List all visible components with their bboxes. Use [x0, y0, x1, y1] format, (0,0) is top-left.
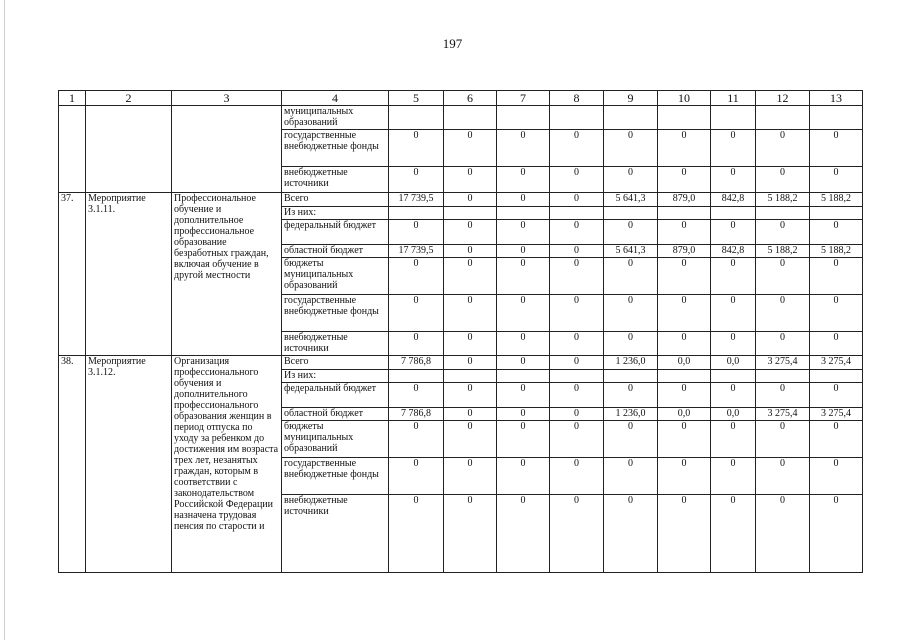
value-cell: 0	[444, 193, 497, 207]
value-cell: 0	[711, 258, 756, 295]
value-cell: 0	[810, 258, 863, 295]
number-cell	[59, 106, 86, 193]
funding-source-cell: федеральный бюджет	[282, 383, 389, 408]
funding-source-cell: государственные внебюджетные фонды	[282, 458, 389, 495]
measure-number: 38.	[59, 356, 86, 573]
value-cell: 0	[550, 220, 604, 245]
value-cell: 0	[756, 295, 810, 332]
value-cell: 0	[756, 130, 810, 167]
value-cell	[389, 207, 444, 220]
value-cell: 0	[756, 220, 810, 245]
value-cell: 0	[389, 495, 444, 573]
funding-source-cell: Всего	[282, 193, 389, 207]
value-cell: 0	[550, 130, 604, 167]
value-cell: 0	[604, 421, 658, 458]
value-cell: 0	[444, 458, 497, 495]
header-cell: 2	[86, 91, 172, 106]
table-row	[59, 356, 863, 370]
value-cell: 0	[389, 258, 444, 295]
funding-source-cell: Из них:	[282, 207, 389, 220]
value-cell: 0	[604, 458, 658, 495]
value-cell	[550, 370, 604, 383]
value-cell: 0	[658, 495, 711, 573]
value-cell: 0	[810, 383, 863, 408]
value-cell: 0	[810, 421, 863, 458]
measure-number: 37.	[59, 193, 86, 356]
value-cell: 0	[658, 421, 711, 458]
value-cell	[497, 207, 550, 220]
value-cell	[711, 106, 756, 130]
value-cell: 0	[604, 130, 658, 167]
measure-description: Организация профессионального обучения и дополнительного профессионального образования женщин в период отпуска по уходу за ребенком до достижения им возраста трех лет, незанятых граждан, которым в соответствии с законодательством Российской Федерации назначена трудовая пенсия по старости и	[172, 356, 282, 573]
value-cell: 879,0	[658, 193, 711, 207]
value-cell: 0	[658, 258, 711, 295]
header-cell: 10	[658, 91, 711, 106]
value-cell: 0	[389, 383, 444, 408]
value-cell: 3 275,4	[810, 408, 863, 421]
value-cell: 0	[389, 130, 444, 167]
value-cell: 0	[550, 408, 604, 421]
funding-source-cell: внебюджетные источники	[282, 167, 389, 193]
value-cell: 0	[444, 495, 497, 573]
funding-source-cell: областной бюджет	[282, 245, 389, 258]
value-cell: 0	[497, 167, 550, 193]
header-cell: 7	[497, 91, 550, 106]
funding-source-cell: областной бюджет	[282, 408, 389, 421]
value-cell: 0	[497, 356, 550, 370]
funding-source-cell: бюджеты муниципальных образований	[282, 258, 389, 295]
value-cell	[756, 106, 810, 130]
table-row	[59, 106, 863, 130]
value-cell: 3 275,4	[756, 356, 810, 370]
value-cell: 0	[810, 295, 863, 332]
value-cell: 0	[444, 130, 497, 167]
value-cell: 0	[810, 130, 863, 167]
value-cell	[756, 207, 810, 220]
value-cell: 0	[756, 458, 810, 495]
funding-source-cell: бюджеты муниципальных образований	[282, 421, 389, 458]
value-cell	[658, 106, 711, 130]
value-cell: 0	[711, 421, 756, 458]
value-cell: 0	[444, 383, 497, 408]
measure-name: Мероприятие 3.1.12.	[86, 356, 172, 573]
value-cell	[389, 106, 444, 130]
value-cell	[711, 207, 756, 220]
value-cell: 842,8	[711, 245, 756, 258]
value-cell: 0	[550, 295, 604, 332]
value-cell: 0	[658, 130, 711, 167]
value-cell	[444, 370, 497, 383]
value-cell: 1 236,0	[604, 356, 658, 370]
value-cell: 5 188,2	[810, 245, 863, 258]
value-cell	[444, 207, 497, 220]
measure-name: Мероприятие 3.1.11.	[86, 193, 172, 356]
value-cell: 0	[497, 295, 550, 332]
value-cell: 0	[444, 421, 497, 458]
value-cell: 0	[550, 356, 604, 370]
value-cell: 0	[497, 408, 550, 421]
measure-description: Профессиональное обучение и дополнительное профессиональное образование безработных граждан, включая обучение в другой местности	[172, 193, 282, 356]
value-cell: 0	[497, 458, 550, 495]
value-cell: 0	[604, 495, 658, 573]
value-cell: 0,0	[711, 408, 756, 421]
value-cell: 5 641,3	[604, 245, 658, 258]
value-cell: 5 188,2	[810, 193, 863, 207]
value-cell: 17 739,5	[389, 193, 444, 207]
value-cell: 842,8	[711, 193, 756, 207]
value-cell: 17 739,5	[389, 245, 444, 258]
value-cell: 0	[756, 258, 810, 295]
value-cell: 0	[604, 295, 658, 332]
value-cell	[810, 106, 863, 130]
value-cell: 0	[711, 332, 756, 356]
header-cell: 4	[282, 91, 389, 106]
value-cell	[497, 106, 550, 130]
value-cell: 0	[497, 193, 550, 207]
value-cell: 0	[444, 332, 497, 356]
value-cell: 0	[550, 332, 604, 356]
value-cell: 7 786,8	[389, 356, 444, 370]
value-cell: 0	[550, 245, 604, 258]
value-cell: 0	[497, 495, 550, 573]
value-cell: 0	[604, 167, 658, 193]
value-cell: 0	[756, 167, 810, 193]
value-cell: 0	[550, 167, 604, 193]
value-cell: 5 641,3	[604, 193, 658, 207]
value-cell: 0	[810, 332, 863, 356]
value-cell: 0	[550, 421, 604, 458]
value-cell	[810, 370, 863, 383]
value-cell: 0	[756, 383, 810, 408]
value-cell: 0	[658, 220, 711, 245]
value-cell: 879,0	[658, 245, 711, 258]
value-cell	[550, 207, 604, 220]
value-cell	[604, 106, 658, 130]
value-cell: 0	[389, 421, 444, 458]
value-cell: 3 275,4	[810, 356, 863, 370]
value-cell: 0	[389, 220, 444, 245]
funding-source-cell: государственные внебюджетные фонды	[282, 295, 389, 332]
measure-description-cell	[172, 106, 282, 193]
funding-source-cell: муниципальных образований	[282, 106, 389, 130]
value-cell: 0	[604, 383, 658, 408]
value-cell: 0	[604, 258, 658, 295]
value-cell	[389, 370, 444, 383]
value-cell	[497, 370, 550, 383]
value-cell: 0	[550, 458, 604, 495]
value-cell	[658, 207, 711, 220]
value-cell: 0	[444, 408, 497, 421]
value-cell: 0	[711, 495, 756, 573]
value-cell: 0	[711, 458, 756, 495]
funding-source-cell: государственные внебюджетные фонды	[282, 130, 389, 167]
header-cell: 12	[756, 91, 810, 106]
value-cell: 0	[756, 421, 810, 458]
value-cell: 5 188,2	[756, 245, 810, 258]
value-cell: 0	[497, 383, 550, 408]
value-cell: 7 786,8	[389, 408, 444, 421]
value-cell: 0	[550, 383, 604, 408]
value-cell: 0	[810, 220, 863, 245]
value-cell: 0	[658, 383, 711, 408]
funding-source-cell: внебюджетные источники	[282, 332, 389, 356]
funding-source-cell: федеральный бюджет	[282, 220, 389, 245]
value-cell: 0	[711, 130, 756, 167]
value-cell: 0	[444, 245, 497, 258]
page-number: 197	[442, 36, 463, 51]
value-cell: 0	[810, 167, 863, 193]
value-cell: 0	[497, 220, 550, 245]
value-cell: 0,0	[711, 356, 756, 370]
value-cell: 3 275,4	[756, 408, 810, 421]
funding-source-cell: внебюджетные источники	[282, 495, 389, 573]
header-cell: 8	[550, 91, 604, 106]
header-cell: 13	[810, 91, 863, 106]
value-cell: 0	[711, 383, 756, 408]
value-cell: 5 188,2	[756, 193, 810, 207]
value-cell: 0	[444, 167, 497, 193]
header-cell: 6	[444, 91, 497, 106]
value-cell	[756, 370, 810, 383]
value-cell: 1 236,0	[604, 408, 658, 421]
value-cell: 0	[604, 220, 658, 245]
value-cell: 0	[497, 332, 550, 356]
value-cell: 0	[550, 193, 604, 207]
value-cell: 0	[444, 295, 497, 332]
budget-table	[58, 90, 863, 573]
value-cell	[711, 370, 756, 383]
value-cell	[444, 106, 497, 130]
value-cell: 0	[389, 295, 444, 332]
header-row	[59, 91, 863, 106]
value-cell: 0	[497, 421, 550, 458]
header-cell: 5	[389, 91, 444, 106]
value-cell: 0	[711, 167, 756, 193]
value-cell: 0,0	[658, 408, 711, 421]
value-cell: 0	[444, 220, 497, 245]
value-cell: 0	[444, 258, 497, 295]
value-cell: 0	[658, 167, 711, 193]
value-cell: 0	[756, 332, 810, 356]
value-cell: 0	[497, 258, 550, 295]
value-cell: 0,0	[658, 356, 711, 370]
value-cell: 0	[389, 167, 444, 193]
header-cell: 11	[711, 91, 756, 106]
value-cell: 0	[658, 458, 711, 495]
value-cell	[658, 370, 711, 383]
value-cell	[604, 207, 658, 220]
page-edge-line	[4, 0, 5, 640]
value-cell: 0	[658, 295, 711, 332]
value-cell: 0	[711, 295, 756, 332]
value-cell: 0	[604, 332, 658, 356]
value-cell: 0	[810, 458, 863, 495]
value-cell: 0	[444, 356, 497, 370]
value-cell: 0	[658, 332, 711, 356]
value-cell: 0	[497, 130, 550, 167]
header-cell: 1	[59, 91, 86, 106]
funding-source-cell: Всего	[282, 356, 389, 370]
funding-source-cell: Из них:	[282, 370, 389, 383]
header-cell: 9	[604, 91, 658, 106]
value-cell	[604, 370, 658, 383]
value-cell: 0	[497, 245, 550, 258]
value-cell	[550, 106, 604, 130]
value-cell: 0	[389, 458, 444, 495]
value-cell: 0	[810, 495, 863, 573]
measure-name-cell	[86, 106, 172, 193]
value-cell: 0	[550, 495, 604, 573]
header-cell: 3	[172, 91, 282, 106]
value-cell: 0	[550, 258, 604, 295]
value-cell	[810, 207, 863, 220]
value-cell: 0	[389, 332, 444, 356]
value-cell: 0	[756, 495, 810, 573]
table-row	[59, 193, 863, 207]
value-cell: 0	[711, 220, 756, 245]
